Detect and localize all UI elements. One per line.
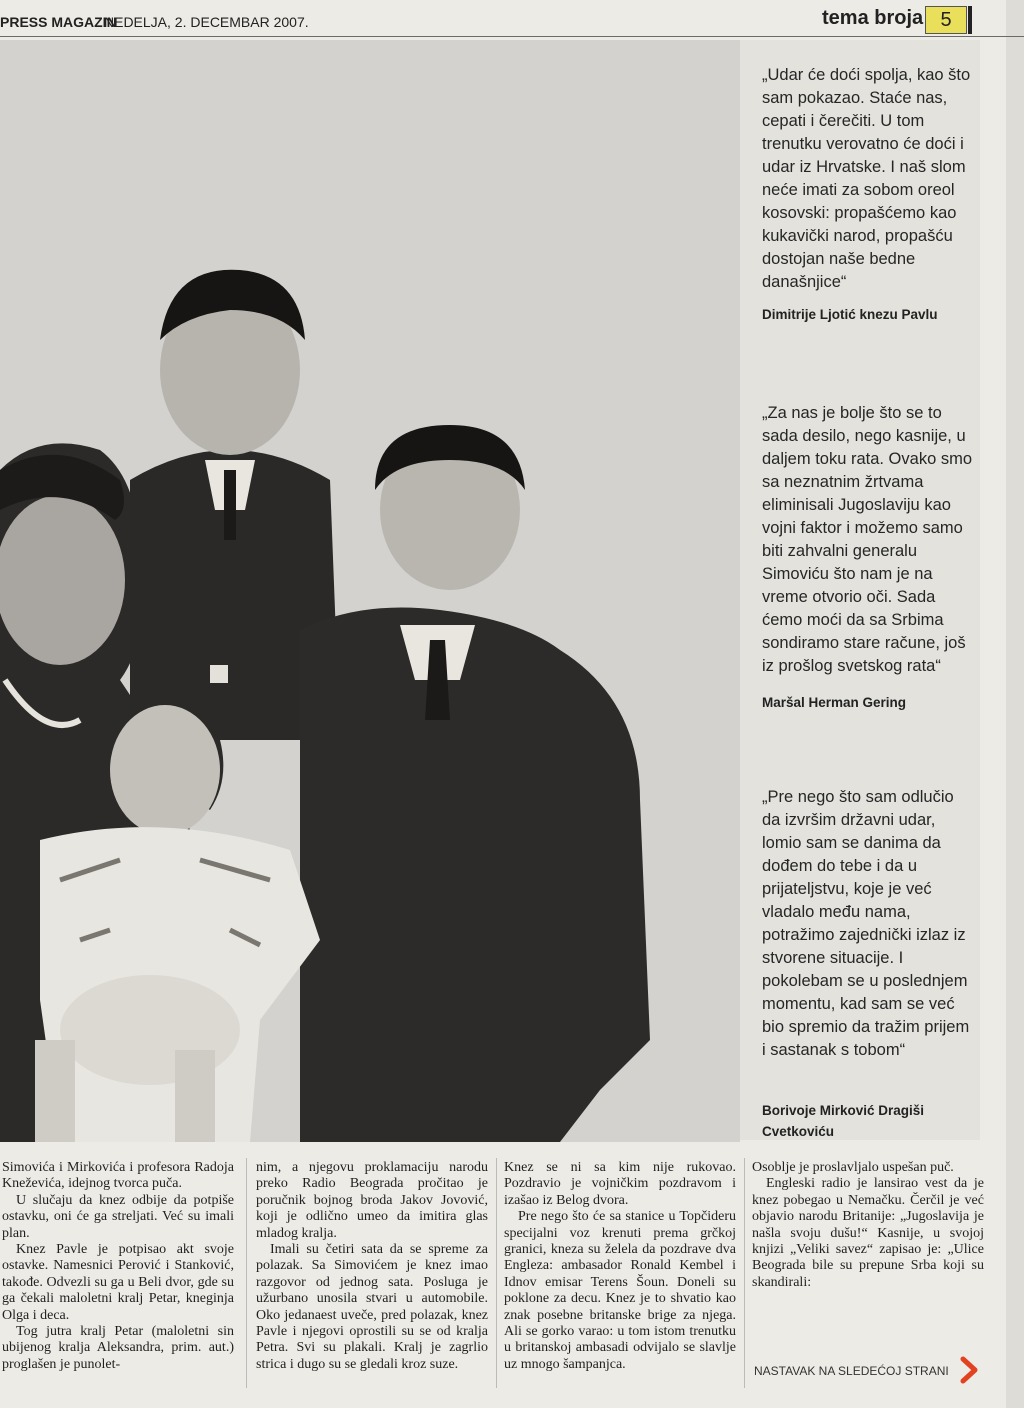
article-column-2 (256, 1160, 488, 1390)
page-number-badge: 5 (925, 6, 967, 34)
article-paragraph: U slučaju da knez odbije da potpiše ostavku, oni će ga streljati. Već su imali plan. (2, 1192, 234, 1241)
quote-author: Maršal Herman Gering (762, 695, 907, 710)
quote-text: „Pre nego što sam odlučio da izvršim državni udar, lomio sam se danima da dođem do tebe i da u prijateljstvu, koje je već vladalo među nama, potražimo zajednički izlaz iz stvorene situacije. I pokolebam se u poslednjem momentu, kad sam se već bio spremio da tražim prijem i sastanak s tobom“ (762, 788, 970, 1059)
article-paragraph: Simovića i Mirkovića i profesora Radoja Kneževića, idejnog tvorca puča. (2, 1160, 234, 1192)
section-title: tema broja (822, 7, 924, 29)
page-edge (1006, 0, 1024, 1408)
article-paragraph: Osoblje je proslavljalo uspešan puč. (752, 1160, 954, 1175)
quote-text: „Za nas je bolje što se to sada desilo, nego kasnije, u daljem toku rata. Ovako smo sa neznatnim žrtvama eliminisali Jugoslaviju kao vojni faktor i možemo samo biti zahvalni generalu Simoviću što nam je na vreme otvorio oči. Sada ćemo moći da sa Srbima sondiramo stare račune, još iz prošlog svetskog rata“ (762, 404, 973, 675)
quote-author: Borivoje Mirković Dragiši Cvetkoviću (762, 1103, 925, 1139)
article-column-1 (2, 1160, 234, 1390)
article-paragraph: Pre nego što će sa stanice u Topčideru specijalni voz krenuti prema grčkoj granici, kneza su želela da pozdrave dva Engleza: ambasador Ronald Kembel i Idnov emisar Terens Šoun. Doneli su poklone za decu. Knez je to shvatio kao znak posebne britanske brige za njega. Ali se gorko varao: u tom istom trenutku u britanskoj ambasadi odvijalo se slavlje uz mnogo šampanjca. (504, 1209, 736, 1372)
article-column-3 (504, 1160, 736, 1390)
column-divider (744, 1158, 745, 1388)
quote-text: „Udar će doći spolja, kao što sam pokazao. Staće nas, cepati i čerečiti. U tom trenutku verovatno će doći i udar iz Hrvatske. I naš slom neće imati za sobom oreol kosovski: propašćemo kao kukavički narod, propašću dostojan naše bedne današnjice“ (762, 66, 971, 291)
article-paragraph: Knez Pavle je potpisao akt svoje ostavke. Namesnici Perović i Stanković, takođe. Odvezli su ga u Beli dvor, gde su ga čekali maloletni kralj Petar, kneginja Olga i deca. (2, 1242, 234, 1323)
quotes-sidebar (740, 40, 980, 1140)
chevron-right-icon (955, 1356, 983, 1384)
article-body (0, 1150, 990, 1390)
quote-author: Dimitrije Ljotić knezu Pavlu (762, 307, 938, 322)
article-paragraph: Engleski radio je lansirao vest da je knez pobegao u Nemačku. Čerčil je već objavio narodu Britanije: „Jugoslavija je našla svoju dušu!“ Kasnije, u svojoj knjizi „Veliki savez“ zapisao je: „Ulice Beograda bile su prepune Srba koji su skandirali: (752, 1176, 984, 1290)
issue-date: NEDELJA, 2. DECEMBAR 2007. (104, 14, 309, 30)
article-column-4 (752, 1160, 984, 1390)
family-portrait-photo (0, 40, 740, 1142)
column-divider (496, 1158, 497, 1388)
article-paragraph: Knez se ni sa kim nije rukovao. Pozdravio je vojničkim pozdravom i izašao iz Belog dvora. (504, 1160, 736, 1208)
page-header (0, 0, 1024, 37)
publication-name: PRESS MAGAZIN (0, 14, 117, 30)
continuation-label: NASTAVAK NA SLEDEĆOJ STRANI (754, 1364, 949, 1378)
article-paragraph: Tog jutra kralj Petar (maloletni sin ubijenog kralja Aleksandra, prim. aut.) proglašen je punolet- (2, 1324, 234, 1372)
article-paragraph: nim, a njegovu proklamaciju narodu preko Radio Beograda pročitao je poručnik bojnog broda Jakov Jovović, koji je odlično umeo da imitira glas mladog kralja. (256, 1160, 488, 1241)
portrait-illustration (0, 40, 740, 1142)
column-divider (246, 1158, 247, 1388)
header-bar (968, 6, 972, 34)
article-paragraph: Imali su četiri sata da se spreme za polazak. Sa Simovićem je knez imao razgovor od jednog sata. Posluga je užurbano unosila stvari u automobile. Oko jedanaest uveče, pred polazak, knez Pavle i njegovi oprostili su se od kralja Petra. Svi su plakali. Kralj je zagrlio strica i dugo su se gledali kroz suze. (256, 1242, 488, 1372)
